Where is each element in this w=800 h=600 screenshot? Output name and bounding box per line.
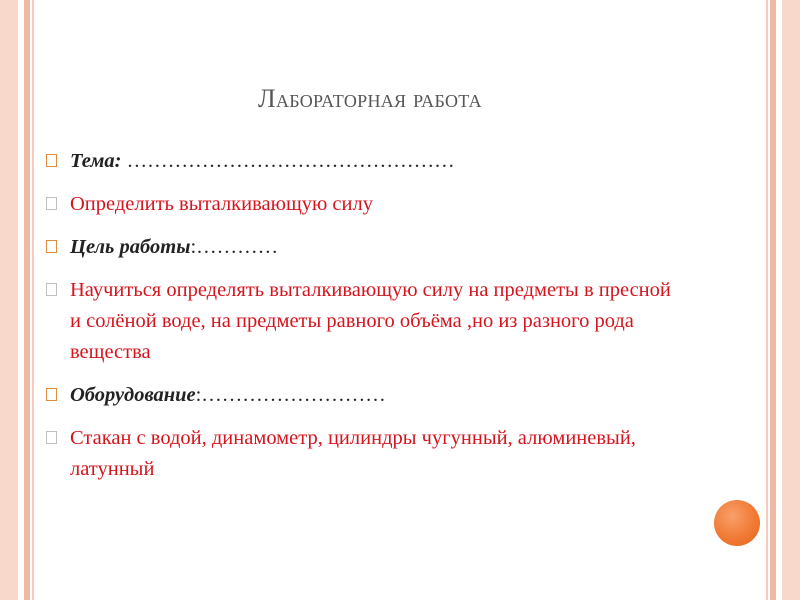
bullet-icon — [46, 431, 57, 444]
bullet-item-goal — [46, 232, 686, 263]
goal-label: Цель работы — [70, 236, 191, 258]
topic-label: Тема: — [70, 150, 122, 172]
bullet-item-topic — [46, 146, 686, 177]
topic-text: Определить выталкивающую силу — [70, 193, 373, 215]
bullet-item-equipment — [46, 380, 686, 411]
frame-left — [0, 0, 36, 600]
goal-dots: :………… — [190, 236, 279, 258]
orange-orb-decoration — [714, 500, 760, 546]
slide-content — [46, 146, 686, 497]
bullet-item-equipment-text — [46, 423, 686, 485]
equipment-dots: :……………………… — [195, 384, 386, 406]
bullet-item-goal-text — [46, 275, 686, 368]
bullet-icon — [46, 283, 57, 296]
topic-dots: ………………………………………… — [121, 150, 455, 172]
slide-title: Лабораторная работа — [258, 84, 482, 113]
bullet-icon — [46, 197, 57, 210]
bullet-icon — [46, 154, 57, 167]
equipment-text: Стакан с водой, динамометр, цилиндры чугунный, алюминевый, латунный — [70, 427, 636, 480]
bullet-item-topic-text — [46, 189, 686, 220]
goal-text: Научиться определять выталкивающую силу на предметы в пресной и солёной воде, на предметы равного объёма ,но из разного рода вещества — [70, 279, 671, 363]
frame-right — [758, 0, 800, 600]
bullet-icon — [46, 388, 57, 401]
bullet-icon — [46, 240, 57, 253]
equipment-label: Оборудование — [70, 384, 196, 406]
